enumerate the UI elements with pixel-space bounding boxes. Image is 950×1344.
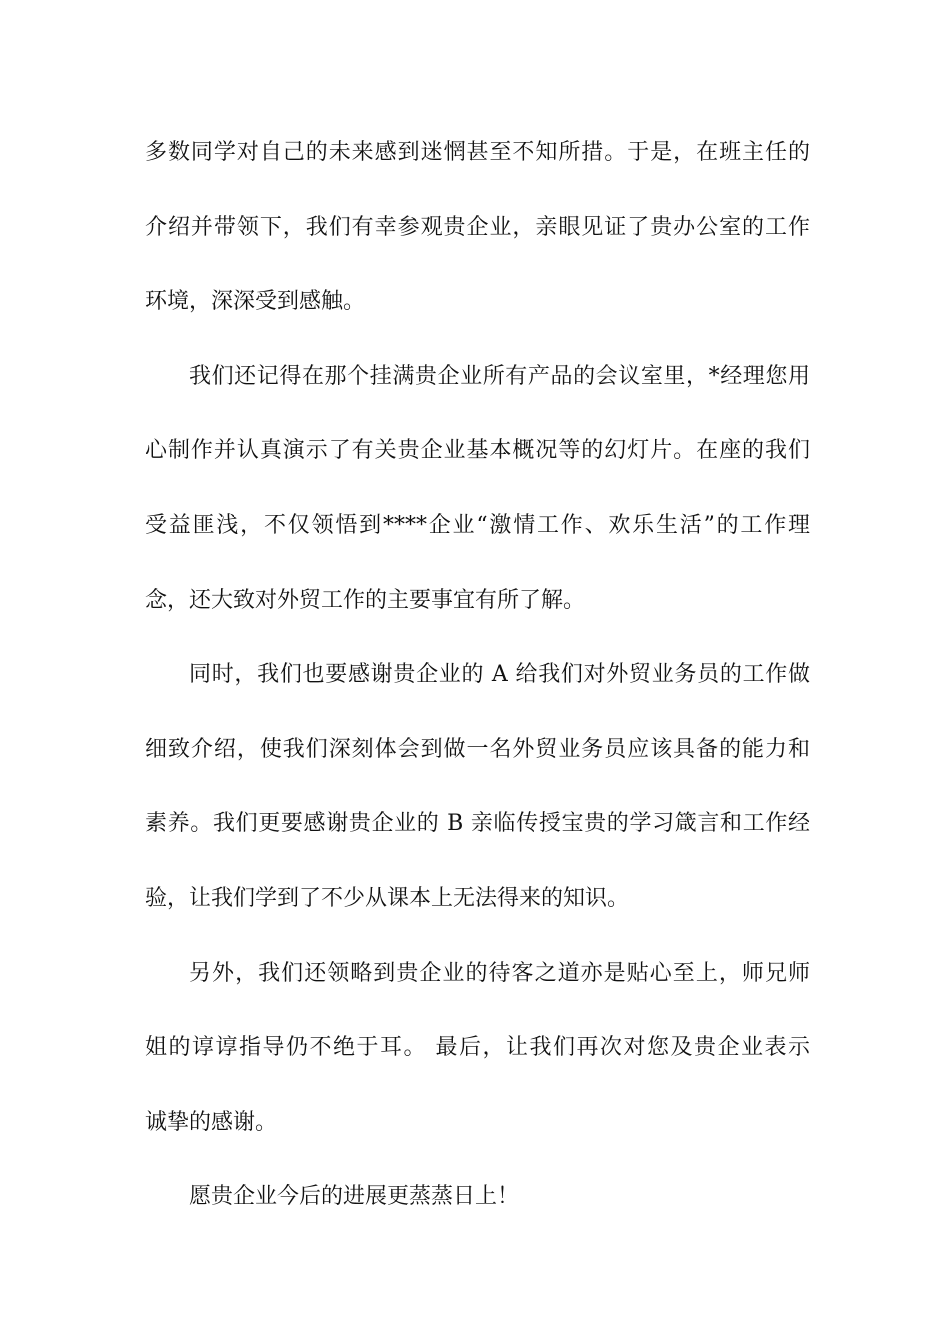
text-line: 细致介绍，使我们深刻体会到做一名外贸业务员应该具备的能力和 (145, 736, 810, 762)
text-line: 愿贵企业今后的进展更蒸蒸日上！ (189, 1184, 520, 1210)
text-line: 姐的谆谆指导仍不绝于耳。 最后，让我们再次对您及贵企业表示 (145, 1035, 810, 1061)
text-line: 念，还大致对外贸工作的主要事宜有所了解。 (145, 587, 586, 613)
text-line: 受益匪浅，不仅领悟到****企业“激情工作、欢乐生活”的工作理 (145, 512, 810, 538)
text-line: 介绍并带领下，我们有幸参观贵企业，亲眼见证了贵办公室的工作 (145, 214, 810, 240)
text-line: 验，让我们学到了不少从课本上无法得来的知识。 (145, 885, 630, 911)
text-line: 诚挚的感谢。 (145, 1109, 278, 1135)
text-line: 同时，我们也要感谢贵企业的 A 给我们对外贸业务员的工作做 (189, 662, 810, 688)
text-line: 素养。我们更要感谢贵企业的 B 亲临传授宝贵的学习箴言和工作经 (145, 811, 810, 837)
text-line: 另外，我们还领略到贵企业的待客之道亦是贴心至上，师兄师 (189, 960, 810, 986)
text-line: 心制作并认真演示了有关贵企业基本概况等的幻灯片。在座的我们 (145, 438, 810, 464)
text-line: 我们还记得在那个挂满贵企业所有产品的会议室里，*经理您用 (189, 363, 810, 389)
letter-body (145, 130, 810, 1249)
text-line: 环境，深深受到感触。 (145, 289, 366, 315)
text-line: 多数同学对自己的未来感到迷惘甚至不知所措。于是，在班主任的 (145, 140, 810, 165)
